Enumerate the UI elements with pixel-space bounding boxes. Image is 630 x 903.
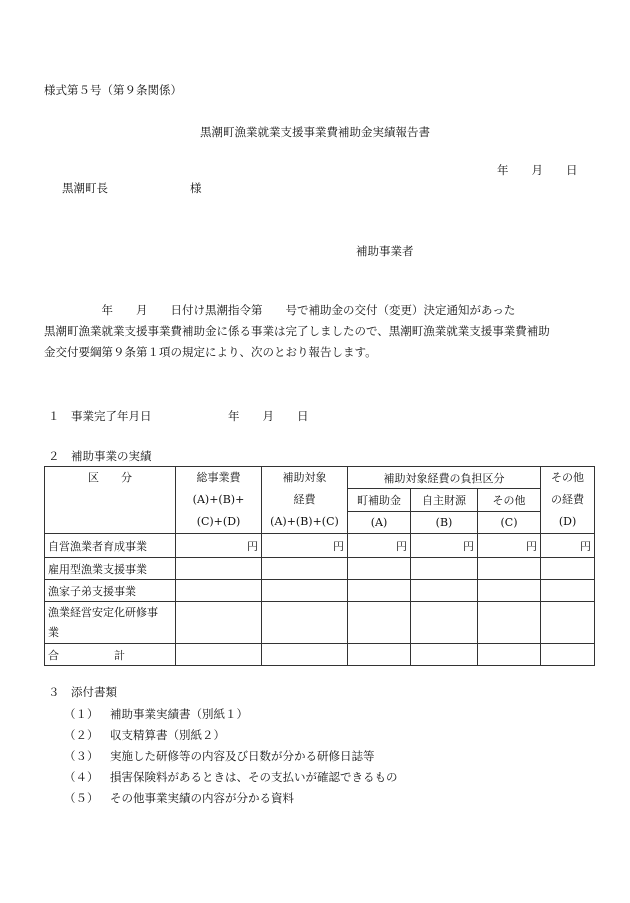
row-label: 漁業経営安定化研修事業 (45, 602, 176, 644)
table-cell (176, 580, 262, 602)
list-item-text: 補助事業実績書（別紙１） (110, 707, 248, 721)
list-item (64, 727, 225, 743)
table-cell (411, 602, 478, 644)
body-line-3: 金交付要綱第９条第１項の規定により、次のとおり報告します。 (44, 345, 377, 359)
table-cell (348, 602, 411, 644)
table-cell (262, 644, 348, 666)
table-cell (176, 602, 262, 644)
table-row (45, 602, 595, 644)
list-item-number: （１） (64, 707, 99, 721)
table-cell (176, 644, 262, 666)
header-town-subsidy: 町補助金 (348, 489, 411, 511)
table-cell (478, 644, 541, 666)
table-total-row (45, 644, 595, 666)
table-cell (348, 644, 411, 666)
table-row (45, 558, 595, 580)
list-item-text: 実施した研修等の内容及び日数が分かる研修日誌等 (110, 749, 375, 763)
date-line: 年 月 日 (497, 163, 578, 177)
list-item (64, 748, 375, 764)
form-number: 様式第５号（第９条関係） (44, 83, 182, 97)
header-division: 区 分 (45, 467, 176, 534)
row-label: 雇用型漁業支援事業 (45, 558, 176, 580)
list-item (64, 769, 398, 785)
header-code-a: (A) (348, 511, 411, 533)
list-item-number: （３） (64, 749, 99, 763)
header-total-cost: 総事業費 (A)+(B)+ (C)+(D) (176, 467, 262, 534)
table-cell (262, 558, 348, 580)
list-item-number: （２） (64, 728, 99, 742)
document-title: 黒潮町漁業就業支援事業費補助金実績報告書 (200, 125, 430, 139)
section2-label: ２ 補助事業の実績 (48, 449, 152, 463)
header-code-b: (B) (411, 511, 478, 533)
header-code-c: (C) (478, 511, 541, 533)
table-cell: 円 (411, 534, 478, 558)
table-cell (262, 602, 348, 644)
list-item-number: （５） (64, 791, 99, 805)
row-label: 漁家子弟支援事業 (45, 580, 176, 602)
table-cell: 円 (262, 534, 348, 558)
list-item-text: 損害保険料があるときは、その支払いが確認できるもの (110, 770, 398, 784)
list-item-text: その他事業実績の内容が分かる資料 (110, 791, 294, 805)
row-label: 自営漁業者育成事業 (45, 534, 176, 558)
list-item-number: （４） (64, 770, 99, 784)
table-cell (176, 558, 262, 580)
list-item-text: 収支精算書（別紙２） (110, 728, 225, 742)
table-cell (541, 580, 595, 602)
results-table (44, 466, 595, 666)
table-cell (478, 580, 541, 602)
table-row (45, 580, 595, 602)
list-item (64, 706, 248, 722)
table-cell (541, 558, 595, 580)
table-cell: 円 (348, 534, 411, 558)
completion-date: 年 月 日 (228, 409, 309, 423)
section1-label: １ 事業完了年月日 (48, 409, 152, 423)
table-cell (541, 644, 595, 666)
addressee: 黒潮町長 (62, 181, 108, 195)
table-cell (411, 644, 478, 666)
table-cell (348, 580, 411, 602)
body-line-1: 年 月 日付け黒潮指令第 号で補助金の交付（変更）決定通知があった (44, 303, 516, 317)
table-cell (411, 558, 478, 580)
table-cell (478, 602, 541, 644)
table-cell (411, 580, 478, 602)
table-cell (348, 558, 411, 580)
table-cell (478, 558, 541, 580)
header-eligible-cost: 補助対象 経費 (A)+(B)+(C) (262, 467, 348, 534)
total-label: 合 計 (45, 644, 176, 666)
body-line-2: 黒潮町漁業就業支援事業費補助金に係る事業は完了しましたので、黒潮町漁業就業支援事業費補助 (44, 324, 550, 338)
list-item (64, 790, 294, 806)
header-own-funds: 自主財源 (411, 489, 478, 511)
table-cell (541, 602, 595, 644)
header-burden-group: 補助対象経費の負担区分 (348, 467, 541, 489)
section3-label: ３ 添付書類 (48, 685, 117, 699)
table-cell: 円 (541, 534, 595, 558)
applicant-label: 補助事業者 (356, 244, 414, 258)
header-other-cost: その他 の経費 (D) (541, 467, 595, 534)
table-row (45, 534, 595, 558)
table-cell: 円 (478, 534, 541, 558)
honorific: 様 (190, 181, 202, 195)
table-cell (262, 580, 348, 602)
header-other: その他 (478, 489, 541, 511)
table-cell: 円 (176, 534, 262, 558)
